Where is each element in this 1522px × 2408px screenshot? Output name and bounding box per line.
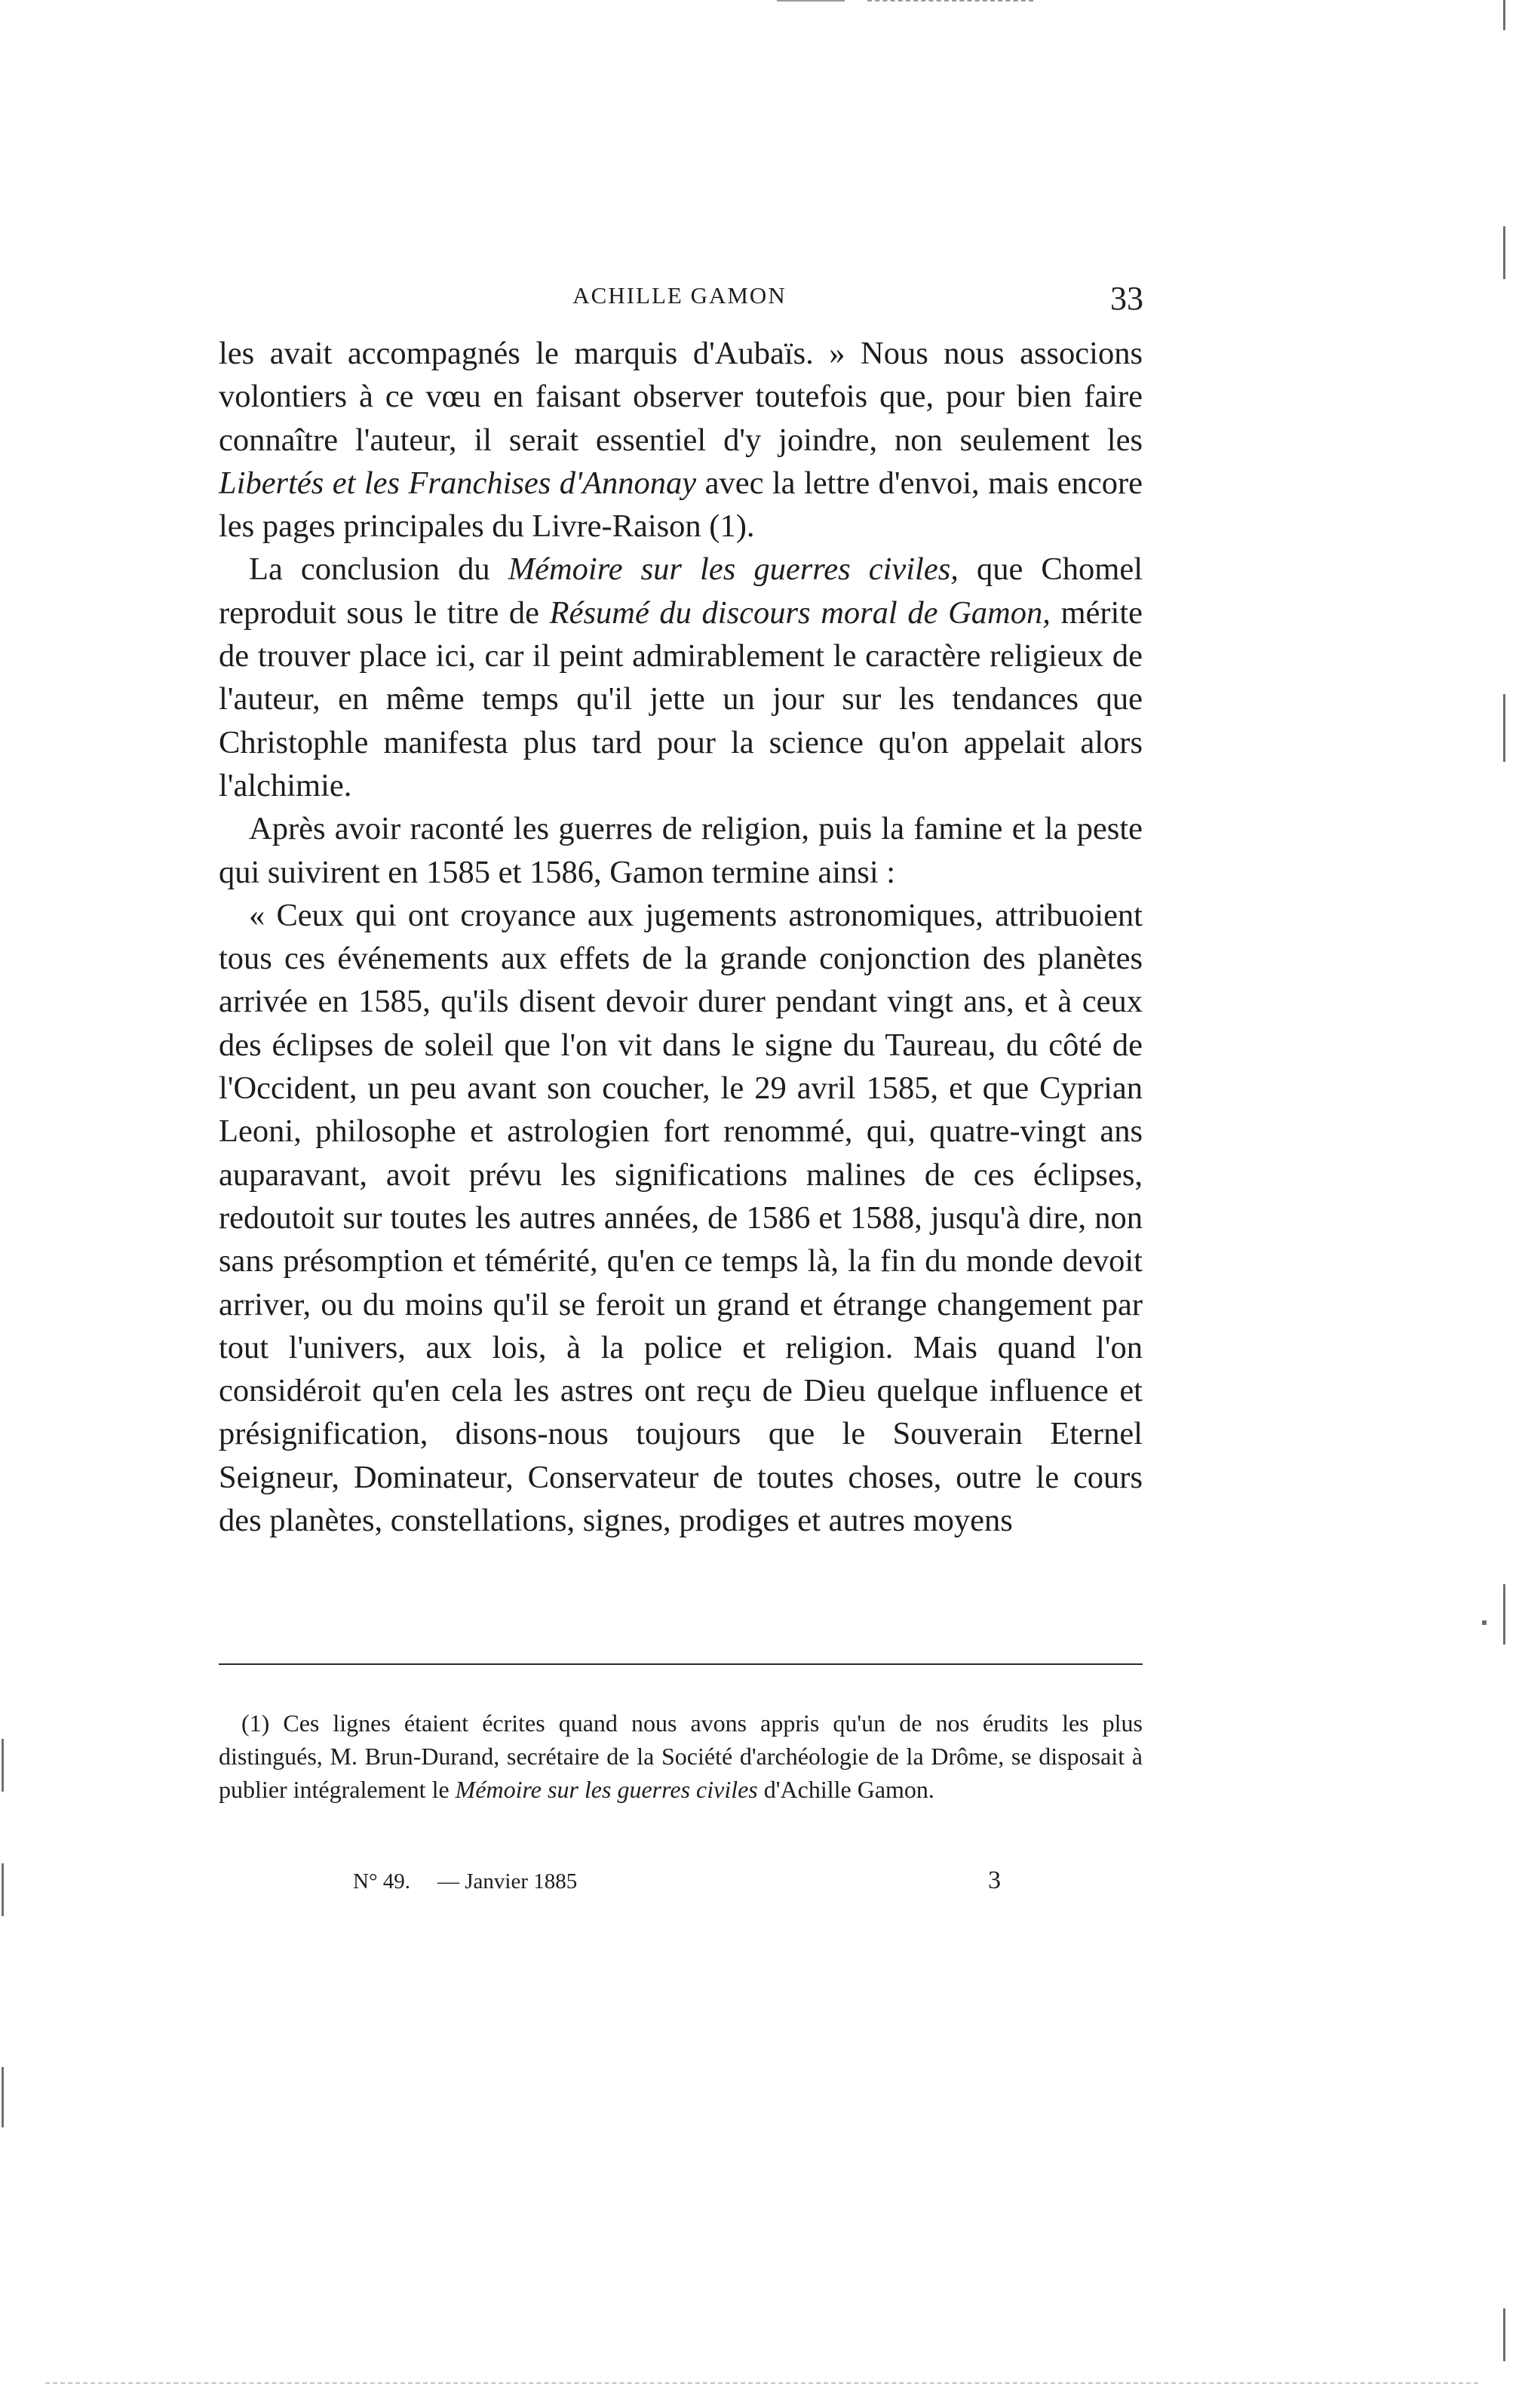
scan-edge-mark <box>2 1863 4 1916</box>
quotation-paragraph: « Ceux qui ont croyance aux jugements astronomiques, attribuoient tous ces événements aux effets de la grande conjonction des planètes arrivée en 1585, qu'ils disent devoir durer pendant vingt ans, et à ceux des éclipses de soleil que l'on vit dans le signe du Taureau, du côté de l'Occident, un peu avant son coucher, le 29 avril 1585, et que Cyprian Leoni, philosophe et astrologien fort renommé, qui, quatre-vingt ans auparavant, avoit prévu les significations malines de ces éclipses, redoutoit sur toutes les autres années, de 1586 et 1588, jusqu'à dire, non sans présomption et témérité, qu'en ce temps là, la fin du monde devoit arriver, ou du moins qu'il se feroit un grand et étrange changement par tout l'univers, aux lois, à la police et religion. Mais quand l'on considéroit qu'en cela les astres ont reçu de Dieu quelque influence et présignification, disons-nous toujours que le Souverain Eternel Seigneur, Dominateur, Conservateur de toutes choses, outre le cours des planètes, constellations, signes, prodiges et autres moyens <box>219 897 1143 1539</box>
italic-title: Résumé du discours moral de Gamon, <box>549 594 1051 631</box>
scan-edge-mark <box>2 2067 4 2127</box>
bottom-scan-marks <box>45 2382 1478 2384</box>
footnote-separator <box>219 1663 1143 1665</box>
scan-edge-mark <box>2 1739 4 1792</box>
page-number: 33 <box>1110 280 1143 317</box>
running-head: ACHILLE GAMON <box>572 282 787 309</box>
footnote: (1) Ces lignes étaient écrites quand nous avons appris qu'un de nos érudits les plus distingués, M. Brun-Durand, secrétaire de la Société d'archéologie de la Drôme, se disposait à publier intégralement le Mémoire sur les guerres civiles d'Achille Gamon. <box>219 1709 1143 1803</box>
scan-edge-mark <box>1503 694 1505 762</box>
page-header <box>216 279 1143 327</box>
paragraph: La conclusion du Mémoire sur les guerres civiles, que Chomel reproduit sous le titre de Résumé du discours moral de Gamon, mérite de trouver place ici, car il peint admirablement le caractère religieux de l'auteur, en même temps qu'il jette un jour sur les tendances que Christophle manifesta plus tard pour la science qu'on appelait alors l'alchimie. <box>219 551 1143 803</box>
issue-date: — Janvier 1885 <box>437 1869 578 1894</box>
issue-number: N° 49. <box>353 1869 411 1894</box>
top-scan-rule-dashed <box>867 0 1033 2</box>
scan-edge-mark <box>1503 1584 1505 1645</box>
italic-title: Mémoire sur les guerres civiles, <box>508 551 959 588</box>
paragraph: les avait accompagnés le marquis d'Aubaïs. » Nous nous associons volontiers à ce vœu en faisant observer toutefois que, pour bien faire connaître l'auteur, il serait essentiel d'y joindre, non seulement les Libertés et les Franchises d'Annonay avec la lettre d'envoi, mais encore les pages principales du Livre-Raison (1). <box>219 336 1143 545</box>
scan-dot <box>1482 1620 1487 1625</box>
top-scan-rule <box>777 0 845 2</box>
italic-title: Libertés et les Franchises d'Annonay <box>219 465 697 501</box>
scan-edge-mark <box>1503 2308 1505 2361</box>
main-text <box>219 332 1143 1542</box>
footnotes <box>219 1706 1143 1806</box>
scan-edge-mark <box>1503 0 1505 30</box>
paragraph: Après avoir raconté les guerres de religion, puis la famine et la peste qui suivirent en 1585 et 1586, Gamon termine ainsi : <box>219 811 1143 890</box>
signature-line <box>219 1866 1143 1903</box>
italic-title: Mémoire sur les guerres civiles <box>455 1776 758 1803</box>
sheet-signature: 3 <box>988 1866 1001 1894</box>
scan-edge-mark <box>1503 226 1505 279</box>
